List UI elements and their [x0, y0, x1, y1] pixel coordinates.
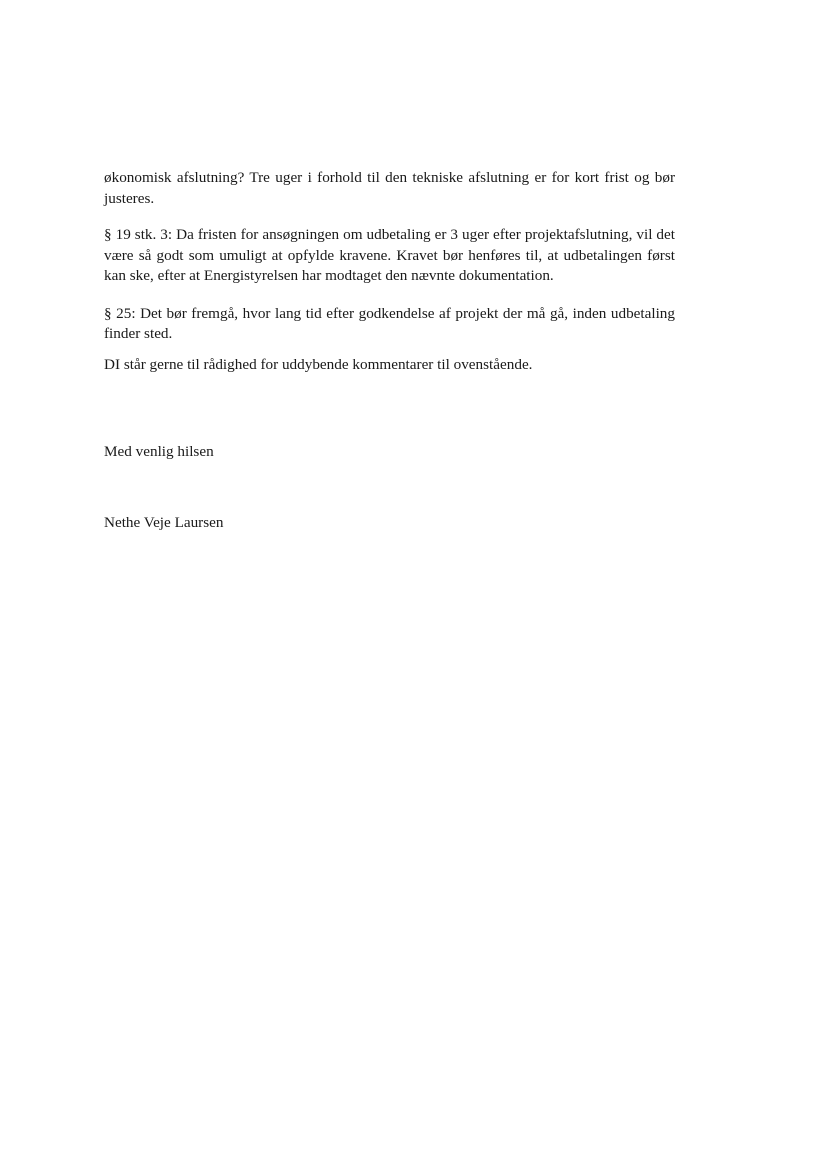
paragraph-availability: DI står gerne til rådighed for uddybende kommentarer til ovenstående. [104, 355, 533, 373]
letter-body [104, 168, 675, 375]
paragraph-section-25: § 25: Det bør fremgå, hvor lang tid efter godkendelse af projekt der må gå, inden udbetaling finder sted. [104, 304, 675, 342]
closing-greeting: Med venlig hilsen [104, 443, 214, 460]
signature-name: Nethe Veje Laursen [104, 514, 224, 531]
paragraph-section-19: § 19 stk. 3: Da fristen for ansøgningen om udbetaling er 3 uger efter projektafslutning, vil det være så godt som umuligt at opfylde kravene. Kravet bør henføres til, at udbetalingen først kan ske, efter at Energistyrelsen har modtaget den nævnte dokumentation. [104, 226, 675, 284]
paragraph-economic-completion: økonomisk afslutning? Tre uger i forhold til den tekniske afslutning er for kort frist og bør justeres. [104, 169, 675, 207]
